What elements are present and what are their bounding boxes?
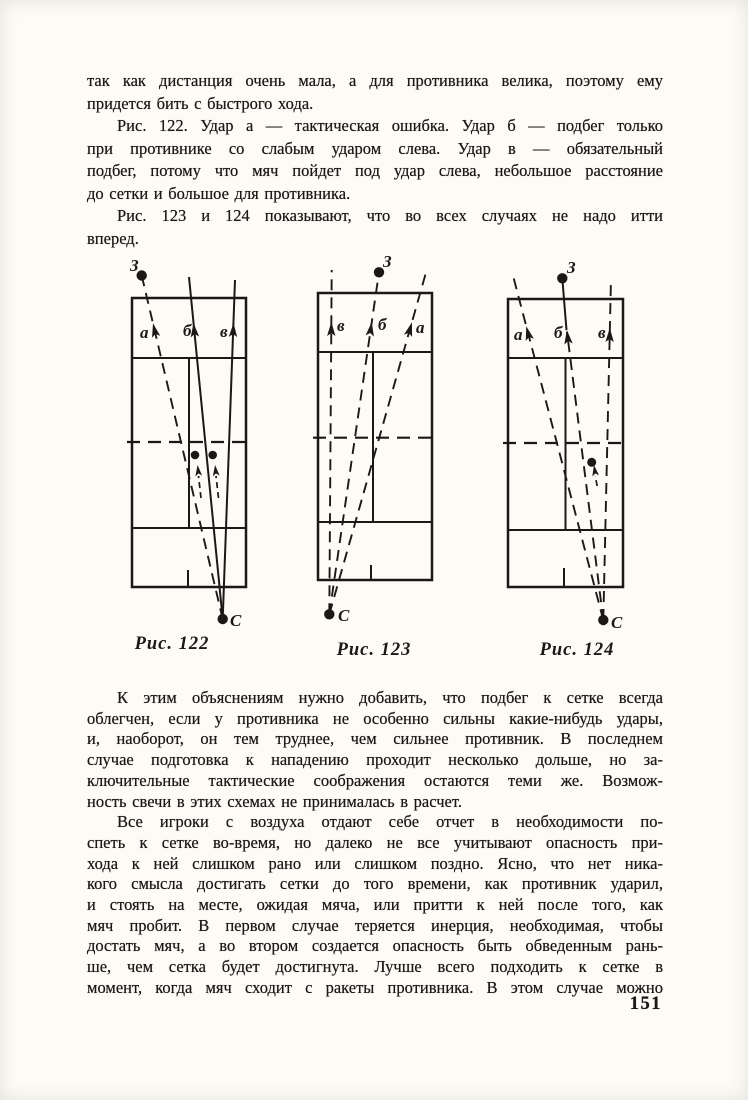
fig124-caption: Рис. 124	[539, 640, 615, 660]
figure-122	[127, 256, 251, 654]
fig122-player-c-dot	[218, 614, 228, 624]
text-line: придется бить с быстрого хода.	[87, 93, 314, 113]
text-line: спеть к сетке во-время, но далеко не все учитывают опасность при-	[87, 832, 663, 852]
text-line: вперед.	[87, 228, 139, 248]
text-line: Рис. 123 и 124 показывают, что во всех случаях не надо итти	[117, 206, 663, 225]
figure-124	[503, 258, 628, 660]
text-line: и стоять на месте, ожидая мяча, или притти к ней после того, как	[87, 895, 663, 915]
text-line: момент, когда мяч сходит с ракеты противника. В этом случае можно	[87, 977, 663, 997]
text-line: облегчен, если у противника не особенно сильны какие-нибудь удары,	[87, 708, 663, 728]
fig124-z-stem-solid	[562, 278, 566, 330]
fig124-label-b: б	[554, 323, 563, 342]
fig122-ball-dot	[191, 451, 200, 460]
fig124-player-z-dot	[557, 273, 567, 283]
fig122-runup-arrowhead	[194, 465, 202, 477]
text-line: ключительные тактические соображения остаются теми же. Возмож-	[87, 770, 663, 790]
text-line: Рис. 122. Удар а — тактическая ошибка. Удар б — подбег только	[117, 116, 663, 135]
text-line: так как дистанция очень мала, а для противника велика, поэтому ему	[87, 71, 663, 90]
fig124-label-z: З	[567, 258, 576, 277]
text-line: ше, чем сетка будет достигнута. Лучше всего подходить к сетке в	[87, 957, 663, 977]
fig124-label-c: С	[611, 613, 623, 632]
fig122-runup-arrowhead	[212, 465, 220, 477]
text-line: Все игроки с воздуха отдают себе отчет в необходимости по-	[117, 812, 663, 832]
fig122-label-v: в	[220, 322, 228, 341]
fig123-label-z: З	[383, 252, 392, 271]
fig122-label-a: а	[140, 323, 149, 342]
fig123-trajectory-v-dashed	[329, 270, 331, 614]
fig122-runup-arrow	[216, 476, 219, 498]
fig123-player-c-dot	[324, 609, 334, 619]
fig124-trajectory-b-dashed	[567, 332, 603, 620]
text-line: подбег, потому что мяч пойдет под удар слева, небольшое расстояние	[87, 161, 663, 180]
text-line: мяч пробит. В первом случае теряется инерция, необходимая, чтобы	[87, 915, 663, 935]
text-line: К этим объяснениям нужно добавить, что подбег к сетке всегда	[117, 688, 663, 707]
text-line: кого смысла достигать сетки до того времени, как противник ударил,	[87, 874, 663, 894]
text-line: достать мяч, а во втором создается опасность быть обведенным рань-	[87, 936, 663, 956]
text-line: хода к ней слишком рано или слишком поздно. Ясно, что нет ника-	[87, 853, 663, 873]
fig124-ball-dot	[587, 458, 596, 467]
fig124-label-a: а	[514, 325, 523, 344]
bottom-text-block	[87, 688, 663, 999]
fig122-caption: Рис. 122	[134, 634, 210, 654]
text-line: при противнике со слабым ударом слева. Удар в — обязательный	[87, 138, 663, 158]
fig122-ball-dot	[208, 451, 217, 460]
text-line: и, наоборот, он тем труднее, чем сильнее противник. В последнем	[87, 729, 663, 749]
fig124-runup-arrow	[595, 476, 597, 486]
fig123-label-b: б	[378, 315, 387, 334]
fig123-arrowhead-a	[404, 321, 416, 337]
text-line: до сетки и большое для противника.	[87, 183, 351, 203]
text-line: ность свечи в этих схемах не принималась в расчет.	[87, 791, 462, 811]
fig122-runup-arrow	[199, 476, 202, 498]
fig124-label-v: в	[598, 323, 606, 342]
fig124-arrowhead-a	[522, 325, 534, 341]
fig123-label-c: С	[338, 606, 350, 625]
text-line: случае подготовка к нападению проходит несколько дольше, но за-	[87, 750, 663, 770]
page-number: 151	[629, 994, 662, 1014]
fig123-label-v: в	[337, 316, 345, 335]
fig122-label-b: б	[183, 321, 192, 340]
figure-123	[313, 252, 437, 660]
fig122-label-c: С	[230, 611, 242, 630]
fig123-caption: Рис. 123	[336, 640, 412, 660]
fig124-player-c-dot	[598, 615, 608, 625]
fig122-label-z: З	[130, 256, 139, 275]
fig122-arrowhead-a	[149, 322, 160, 338]
fig123-label-a: а	[416, 318, 425, 337]
